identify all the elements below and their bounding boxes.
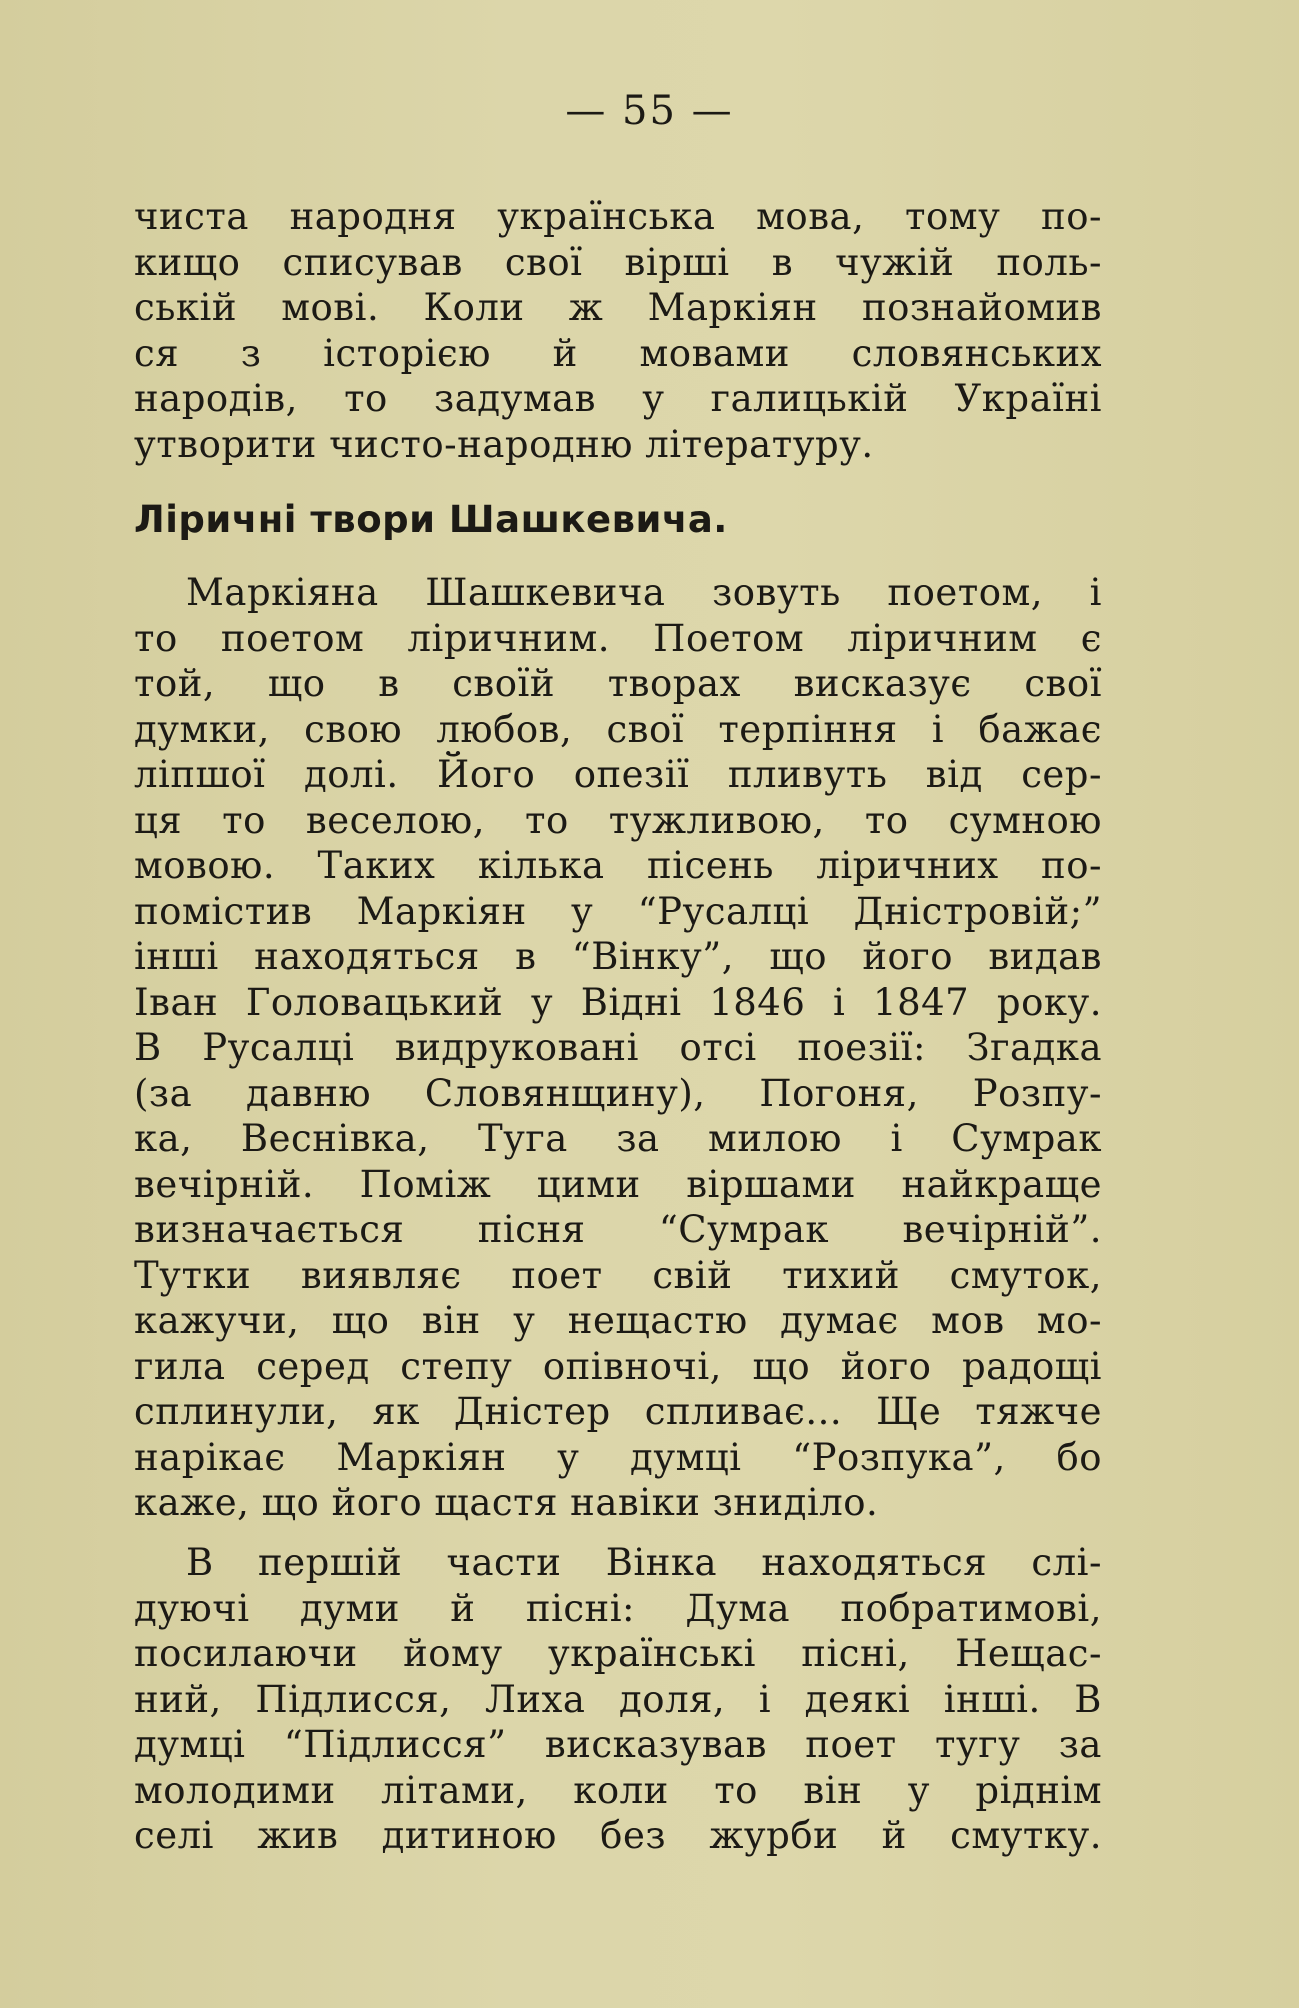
text-line: ліпшої долі. Його опезії пливуть від сер-	[134, 753, 1102, 796]
text-line: народів, то задумав у галицькій Україні	[134, 377, 1102, 420]
text-line: Іван Головацький у Відні 1846 і 1847 року.	[134, 980, 1102, 1024]
page-number: — 55 —	[565, 88, 734, 134]
text-line: визначається пісня “Сумрак вечірній”.	[134, 1208, 1102, 1251]
text-line: В Русалці видруковані отсі поезії: Згадка	[134, 1026, 1102, 1069]
text-line: посилаючи йому українськi пісні, Нещас-	[134, 1632, 1102, 1675]
text-line: селі жив дитиною без журби й смутку.	[134, 1814, 1102, 1857]
text-line: ця то веселою, то тужливою, то сумною	[134, 798, 1102, 842]
paragraph-3	[134, 1540, 1102, 1859]
text-line: кажучи, що він у нещастю думає мов мо-	[134, 1299, 1102, 1342]
text-line: сплинули, як Дністер спливає... Ще тяжче	[134, 1390, 1102, 1433]
paragraph-1	[134, 194, 1102, 467]
text-line: кищо списував свої вірші в чужій поль-	[134, 240, 1102, 284]
text-line: (за давню Словянщину), Погоня, Розпу-	[134, 1071, 1102, 1115]
text-line: Маркіяна Шашкевича зовуть поетом, і	[186, 571, 1102, 614]
text-line: ний, Підлисся, Лиха доля, і деякі інші. В	[134, 1677, 1102, 1721]
text-line: помістив Маркіян у “Русалці Дністровій;”	[134, 889, 1102, 933]
text-line: утворити чисто-народню літературу.	[134, 422, 874, 466]
text-line: ка, Веснівка, Туга за милою і Сумрак	[134, 1117, 1102, 1160]
text-line: чиста народня українська мова, тому по-	[134, 195, 1102, 238]
text-line: мовою. Таких кілька пісень ліричних по-	[134, 844, 1102, 887]
paragraph-2	[134, 570, 1102, 1526]
text-line: той, що в своїй творах висказує свої	[134, 662, 1102, 705]
text-line: дуючі думи й пісні: Дума побратимові,	[134, 1586, 1102, 1630]
text-line: то поетом ліричним. Поетом ліричним є	[134, 616, 1102, 660]
text-line: думки, свою любов, свої терпіння і бажає	[134, 707, 1102, 751]
text-line: Тутки виявляє поет свій тихий смуток,	[134, 1253, 1102, 1297]
text-line: В першій части Вінка находяться слі-	[186, 1541, 1102, 1584]
text-line: каже, що його щастя навіки зниділо.	[134, 1481, 879, 1524]
text-line: інші находяться в “Вінку”, що його видав	[134, 935, 1102, 978]
section-heading: Ліричні твори Шашкевича.	[134, 498, 728, 541]
text-line: молодими літами, коли то він у ріднім	[134, 1768, 1102, 1812]
text-line: ся з історією й мовами словянських	[134, 331, 1102, 375]
text-line: гила серед степу опівночі, що його радощі	[134, 1344, 1102, 1388]
text-line: ській мові. Коли ж Маркіян познайомив	[134, 286, 1102, 329]
text-line: вечірній. Поміж цими віршами найкраще	[134, 1162, 1102, 1206]
text-line: думці “Підлисся” висказував поет тугу за	[134, 1723, 1102, 1766]
text-line: нарікає Маркіян у думці “Розпука”, бо	[134, 1435, 1102, 1479]
